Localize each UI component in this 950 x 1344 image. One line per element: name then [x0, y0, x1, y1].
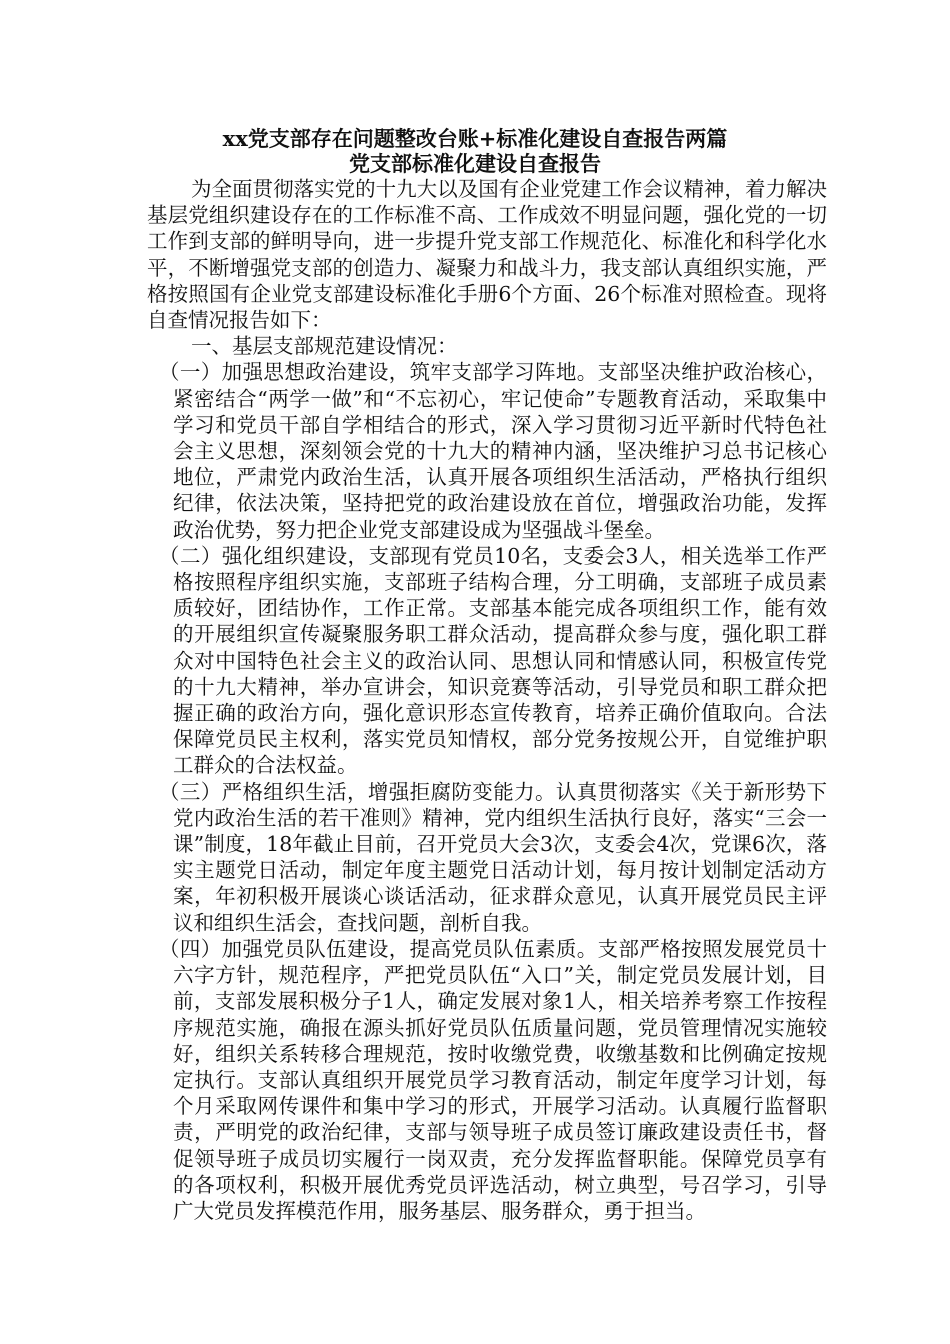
item-paragraph-4: （四）加强党员队伍建设，提高党员队伍素质。支部严格按照发展党员十六字方针，规范程序，严把党员队伍“入口”关，制定党员发展计划，目前，支部发展积极分子1人，确定发展对象1人，相关培养考察工作按程序规范实施，确报在源头抓好党员队伍质量问题，党员管理情况实施较好，组织关系转移合理规范，按时收缴党费，收缴基数和比例确定按规定执行。支部认真组织开展党员学习教育活动，制定年度学习计划，每个月采取网传课件和集中学习的形式，开展学习活动。认真履行监督职责，严明党的政治纪律，支部与领导班子成员签订廉政建设责任书，督促领导班子成员切实履行一岗双责，充分发挥监督职能。保障党员享有的各项权利，积极开展优秀党员评选活动，树立典型，号召学习，引导广大党员发挥模范作用，服务基层、服务群众，勇于担当。 [159, 936, 827, 1223]
report-subtitle: 党支部标准化建设自查报告 [349, 151, 601, 176]
document-title: xx党支部存在问题整改台账+标准化建设自查报告两篇 [222, 126, 728, 151]
intro-paragraph: 为全面贯彻落实党的十九大以及国有企业党建工作会议精神，着力解决基层党组织建设存在的工作标准不高、工作成效不明显问题，强化党的一切工作到支部的鲜明导向，进一步提升党支部工作规范化、标准化和科学化水平，不断增强党支部的创造力、凝聚力和战斗力，我支部认真组织实施，严格按照国有企业党支部建设标准化手册6个方面、26个标准对照检查。现将自查情况报告如下： [147, 177, 827, 333]
report-body [147, 176, 827, 1224]
item-paragraph-3: （三）严格组织生活，增强拒腐防变能力。认真贯彻落实《关于新形势下党内政治生活的若干准则》精神，党内组织生活执行良好，落实“三会一课”制度，18年截止目前，召开党员大会3次，支委会4次，党课6次，落实主题党日活动，制定年度主题党日活动计划，每月按计划制定活动方案，年初积极开展谈心谈话活动，征求群众意见，认真开展党员民主评议和组织生活会，查找问题，剖析自我。 [159, 779, 827, 935]
section-heading: 一、基层支部规范建设情况： [191, 334, 458, 359]
item-paragraph-2: （二）强化组织建设，支部现有党员10名，支委会3人，相关选举工作严格按照程序组织实施，支部班子结构合理，分工明确，支部班子成员素质较好，团结协作，工作正常。支部基本能完成各项组织工作，能有效的开展组织宣传凝聚服务职工群众活动，提高群众参与度，强化职工群众对中国特色社会主义的政治认同、思想认同和情感认同，积极宣传党的十九大精神，举办宣讲会，知识竞赛等活动，引导党员和职工群众把握正确的政治方向，强化意识形态宣传教育，培养正确价值取向。合法保障党员民主权利，落实党员知情权，部分党务按规公开，自觉维护职工群众的合法权益。 [159, 543, 827, 778]
item-paragraph-1: （一）加强思想政治建设，筑牢支部学习阵地。支部坚决维护政治核心，紧密结合“两学一做”和“不忘初心，牢记使命”专题教育活动，采取集中学习和党员干部自学相结合的形式，深入学习贯彻习近平新时代特色社会主义思想，深刻领会党的十九大的精神内涵，坚决维护习总书记核心地位，严肃党内政治生活，认真开展各项组织生活活动，严格执行组织纪律，依法决策，坚持把党的政治建设放在首位，增强政治功能，发挥政治优势，努力把企业党支部建设成为坚强战斗堡垒。 [159, 360, 827, 542]
